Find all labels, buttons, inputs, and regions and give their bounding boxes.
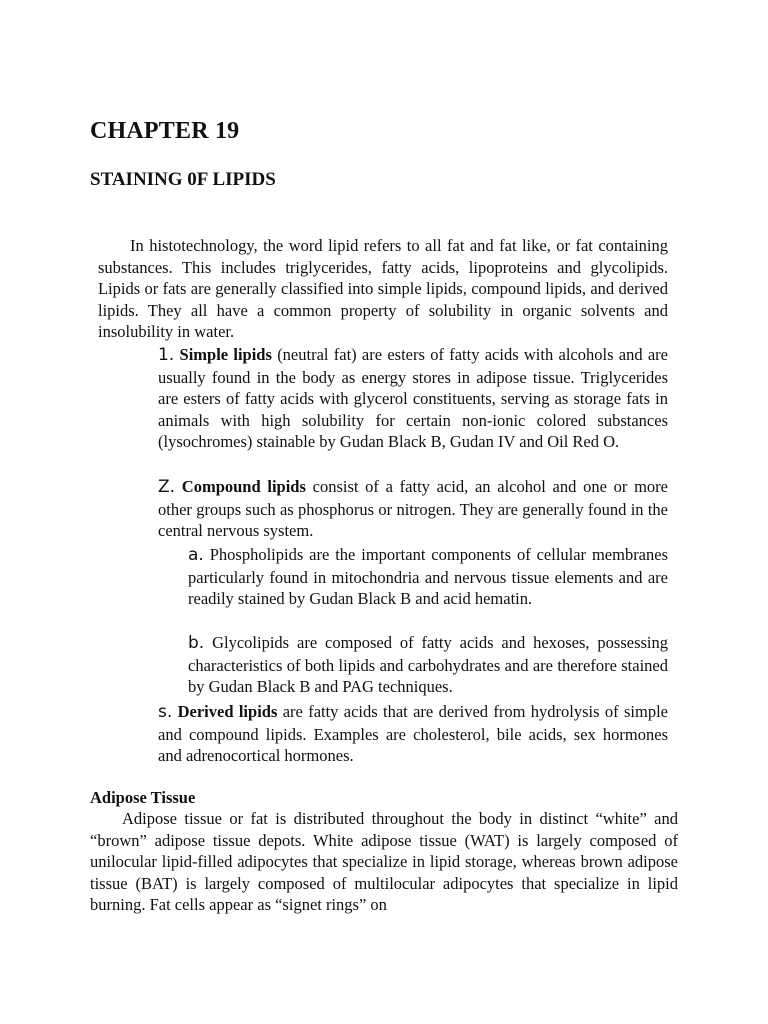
adipose-paragraph: Adipose tissue or fat is distributed throughout the body in distinct “white” and “brown” adipose tissue depots. White adipose tissue (WAT) is largely composed of unilocular lipid-filled adipocytes that specialize in lipid storage, whereas brown adipose tissue (BAT) is largely composed of multilocular adipocytes that specialize in lipid burning. Fat cells appear as “signet rings” on xyxy=(90,809,678,915)
sublist-item-text: Glycolipids are composed of fatty acids and hexoses, possessing characteristics of both lipids and carbohydrates and are therefore stained by Gudan Black B and PAG techniques. xyxy=(188,633,668,697)
sublist-item-text: Phospholipids are the important components of cellular membranes particularly found in mitochondria and nervous tissue elements and are readily stained by Gudan Black B and acid hematin. xyxy=(188,545,669,609)
intro-paragraph: In histotechnology, the word lipid refers to all fat and fat like, or fat containing substances. This includes triglycerides, fatty acids, lipoproteins and glycolipids. Lipids or fats are generally classified into simple lipids, compound lipids, and derived lipids. They all have a common property of solubility in organic solvents and insolubility in water. xyxy=(98,236,668,342)
list-item-term: Simple lipids xyxy=(179,345,272,364)
sublist-marker: b. xyxy=(188,633,205,653)
list-item-term: Derived lipids xyxy=(177,702,278,721)
list-item-term: Compound lipids xyxy=(181,477,306,496)
sublist-item-glycolipids xyxy=(188,632,668,698)
list-marker: Z. xyxy=(158,477,176,497)
list-item-compound-lipids xyxy=(158,476,668,542)
list-marker: s. xyxy=(158,702,173,722)
chapter-heading: CHAPTER 19 xyxy=(90,118,240,144)
sublist-item-phospholipids xyxy=(188,544,668,610)
section-title: STAINING 0F LIPIDS xyxy=(90,169,276,190)
list-item-text: consist of a fatty acid, an alcohol and one or more other groups such as phosphorus or nitrogen. They are generally found in the central nervous system. xyxy=(158,477,668,541)
list-item-derived-lipids xyxy=(158,701,668,767)
adipose-heading: Adipose Tissue xyxy=(90,788,196,807)
list-marker: 1. xyxy=(158,345,175,365)
list-item-text: (neutral fat) are esters of fatty acids with alcohols and are usually found in the body as energy stores in adipose tissue. Triglycerides are esters of fatty acids with glycerol constituents, serving as storage fats in animals with high solubility for certain non-ionic colored substances (lysochromes) stainable by Gudan Black B, Gudan IV and Oil Red O. xyxy=(158,345,668,452)
sublist-marker: a. xyxy=(188,545,204,565)
list-item-text: are fatty acids that are derived from hydrolysis of simple and compound lipids. Examples are cholesterol, bile acids, sex hormones and adrenocortical hormones. xyxy=(158,702,668,766)
list-item-simple-lipids xyxy=(158,344,668,453)
